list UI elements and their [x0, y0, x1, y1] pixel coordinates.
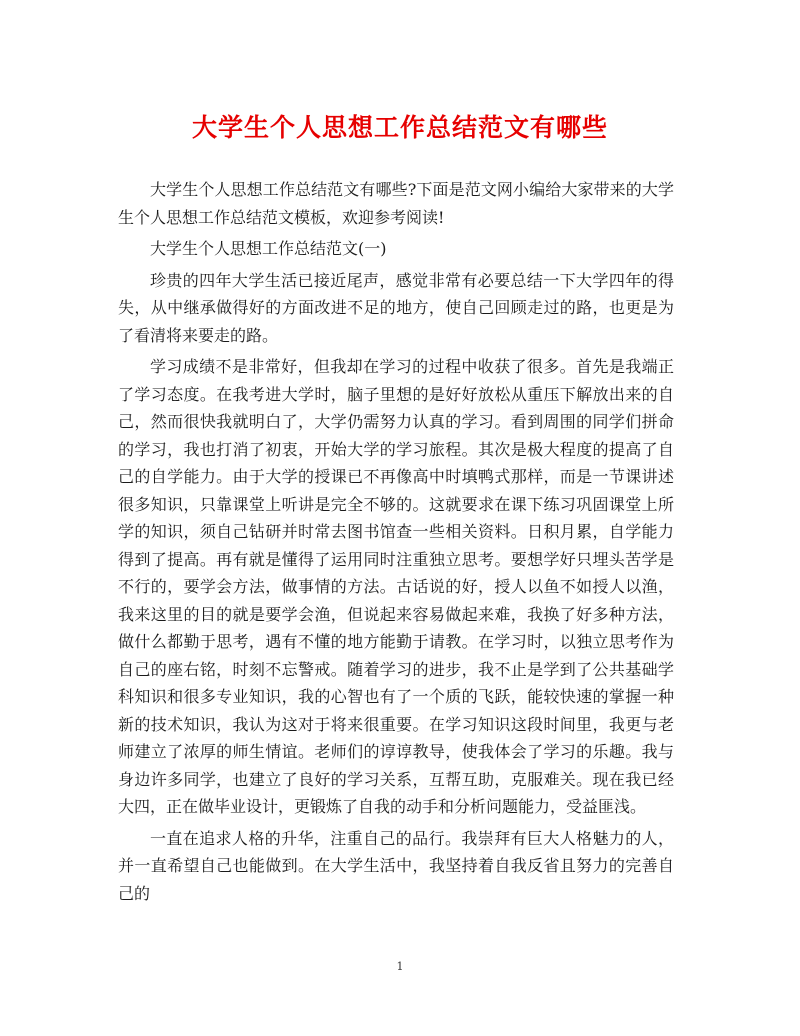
body-paragraph: 学习成绩不是非常好，但我却在学习的过程中收获了很多。首先是我端正了学习态度。在我考进大学时，脑子里想的是好好放松从重压下解放出来的自己，然而很快我就明白了，大学仍需努力认真的学习。看到周围的同学们拼命的学习，我也打消了初衷，开始大学的学习旅程。其次是极大程度的提高了自己的自学能力。由于大学的授课已不再像高中时填鸭式那样，而是一节课讲述很多知识，只靠课堂上听讲是完全不够的。这就要求在课下练习巩固课堂上所学的知识，须自己钻研并时常去图书馆查一些相关资料。日积月累，自学能力得到了提高。再有就是懂得了运用同时注重独立思考。要想学好只埋头苦学是不行的，要学会方法，做事情的方法。古话说的好，授人以鱼不如授人以渔，我来这里的目的就是要学会渔，但说起来容易做起来难，我换了好多种方法，做什么都勤于思考，遇有不懂的地方能勤于请教。在学习时，以独立思考作为自己的座右铭，时刻不忘警戒。随着学习的进步，我不止是学到了公共基础学科知识和很多专业知识，我的心智也有了一个质的飞跃，能较快速的掌握一种新的技术知识，我认为这对于将来很重要。在学习知识这段时间里，我更与老师建立了浓厚的师生情谊。老师们的谆谆教导，使我体会了学习的乐趣。我与身边许多同学，也建立了良好的学习关系，互帮互助，克服难关。现在我已经大四，正在做毕业设计，更锻炼了自我的动手和分析问题能力，受益匪浅。	[118, 357, 674, 816]
document-title: 大学生个人思想工作总结范文有哪些	[191, 113, 608, 142]
intro-paragraph: 大学生个人思想工作总结范文有哪些?下面是范文网小编给大家带来的大学生个人思想工作总结范文模板，欢迎参考阅读!	[118, 180, 674, 227]
document-body	[118, 176, 674, 911]
body-paragraph: 一直在追求人格的升华，注重自己的品行。我崇拜有巨大人格魅力的人，并一直希望自己也能做到。在大学生活中，我坚持着自我反省且努力的完善自己的	[118, 828, 674, 903]
body-paragraph: 珍贵的四年大学生活已接近尾声，感觉非常有必要总结一下大学四年的得失，从中继承做得好的方面改进不足的地方，使自己回顾走过的路，也更是为了看清将来要走的路。	[118, 270, 674, 345]
section-heading: 大学生个人思想工作总结范文(一)	[150, 239, 387, 258]
page-number: 1	[396, 960, 404, 973]
